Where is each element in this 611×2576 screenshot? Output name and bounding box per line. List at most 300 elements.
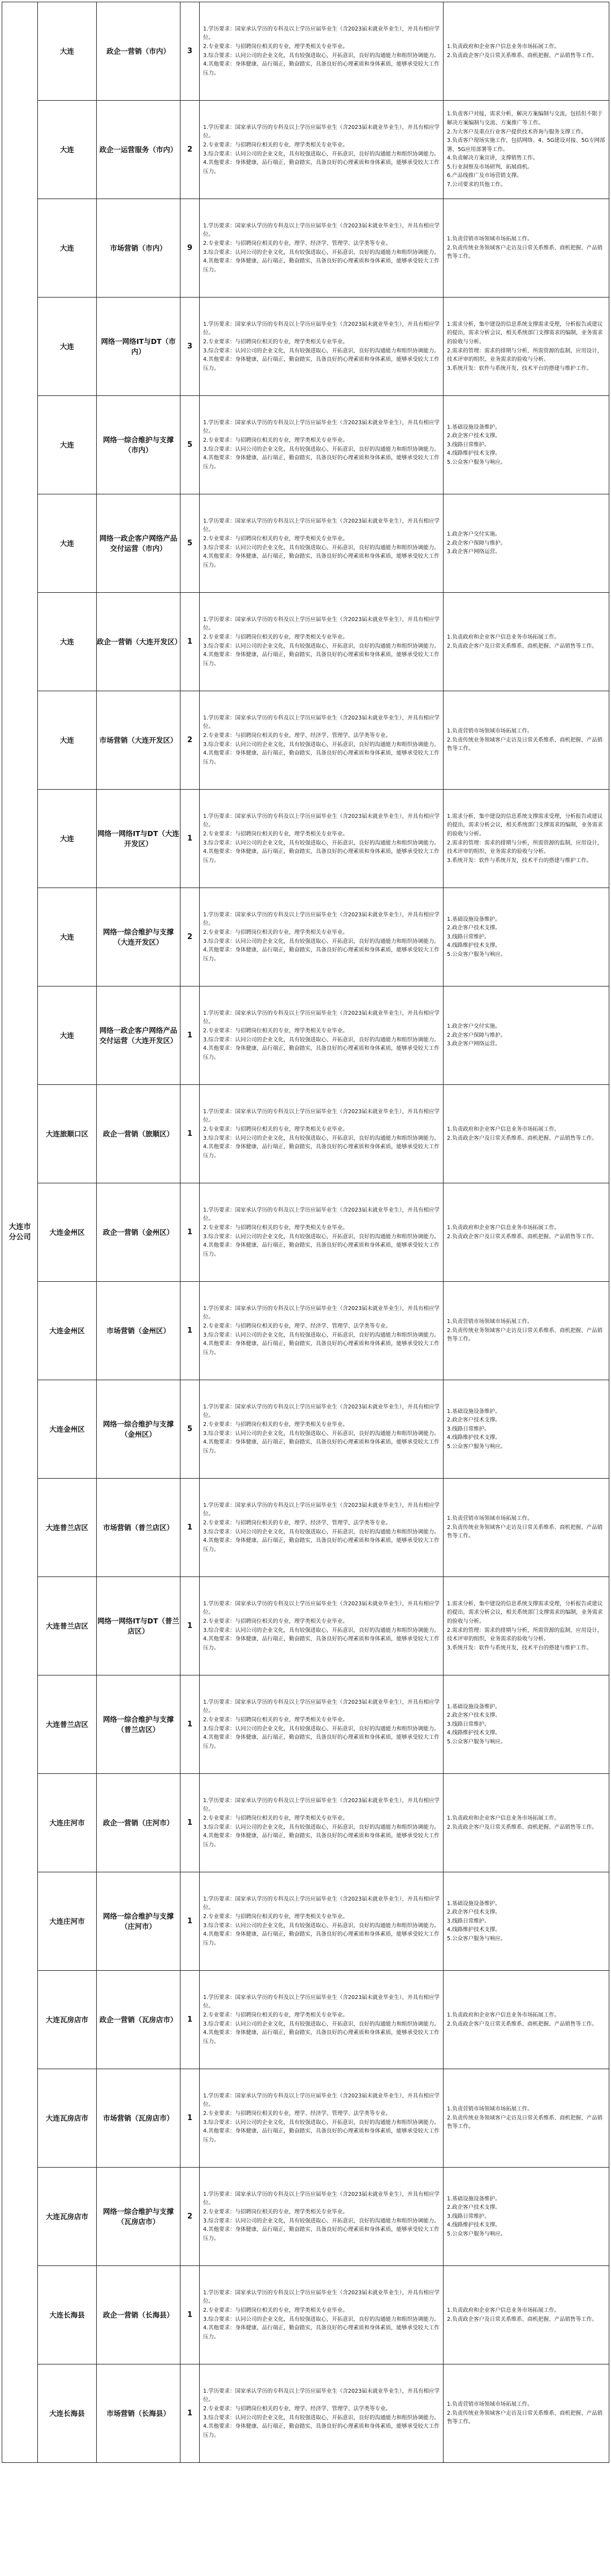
location-cell [38, 2069, 97, 2168]
requirement-line: 3.综合要求：认同公司的企业文化，具有较强进取心，开拓意识，良好的沟通能力和组织协调能力。 [203, 2119, 440, 2126]
requirements-cell [200, 2168, 444, 2266]
location-cell [38, 1380, 97, 1479]
duties-cell [444, 396, 609, 494]
requirement-line: 4.其他要求：身体健康，品行端正，勤奋踏实，具备良好的心理素质和身体素质，能够承受较大工作压力。 [203, 848, 440, 864]
requirement-line: 4.其他要求：身体健康，品行端正，勤奋踏实，具备良好的心理素质和身体素质，能够承受较大工作压力。 [203, 258, 440, 273]
requirement-line: 2.专业要求：与招聘岗位相关的专业，理学类相关专业毕业。 [203, 2307, 348, 2314]
requirement-line: 2.专业要求：与招聘岗位相关的专业，理学类相关专业毕业。 [203, 2011, 348, 2018]
location-cell [38, 2266, 97, 2364]
headcount-cell [180, 987, 200, 1085]
table-row [2, 1675, 609, 1774]
requirement-line: 4.其他要求：身体健康，品行端正，勤奋踏实，具备良好的心理素质和身体素质，能够承受较大工作压力。 [203, 1734, 440, 1750]
location-cell [38, 1675, 97, 1774]
cell-text: 政企一营销（庄河市） [102, 1818, 174, 1827]
duties-cell [444, 2364, 609, 2463]
requirement-line: 4.其他要求：身体健康，品行端正，勤奋踏实，具备良好的心理素质和身体素质，能够承受较大工作压力。 [203, 2030, 440, 2045]
table-row [2, 691, 609, 790]
duty-line: 1.基础设施设备维护。 [447, 1408, 501, 1415]
cell-text: 网络一网络IT与DT（市内） [101, 337, 176, 356]
requirement-line: 1.学历要求：国家承认学历的专科及以上学历应届毕业生（含2023届未就业毕业生），并具有相应学位。 [203, 1502, 440, 1518]
headcount-cell [180, 396, 200, 494]
requirement-line: 2.专业要求：与招聘岗位相关的专业，理学类相关专业毕业。 [203, 338, 348, 345]
duty-line: 2.负责传统业务领域客户走访及日常关系维系、商机把握、产品销售等工作。 [447, 244, 603, 260]
headcount-cell [180, 691, 200, 790]
requirement-line: 2.专业要求：与招聘岗位相关的专业，理学类相关专业毕业。 [203, 1027, 348, 1034]
duty-line: 1.负责政府和企业客户信息业务市场拓展工作。 [447, 1815, 560, 1821]
location-cell [38, 593, 97, 691]
position-cell [97, 1577, 180, 1675]
requirement-line: 4.其他要求：身体健康，品行端正，勤奋踏实，具备良好的心理素质和身体素质，能够承受较大工作压力。 [203, 947, 440, 962]
table-row [2, 298, 609, 396]
requirement-line: 3.综合要求：认同公司的企业文化，具有较强进取心，开拓意识，良好的沟通能力和组织协调能力。 [203, 1824, 440, 1830]
requirement-line: 1.学历要求：国家承认学历的专科及以上学历应届毕业生（含2023届未就业毕业生），并具有相应学位。 [203, 1207, 440, 1222]
requirements-cell [200, 1183, 444, 1282]
table-row [2, 790, 609, 888]
position-cell [97, 691, 180, 790]
requirement-line: 4.其他要求：身体健康，品行端正，勤奋踏实，具备良好的心理素质和身体素质，能够承受较大工作压力。 [203, 1341, 440, 1356]
headcount-cell [180, 2, 200, 101]
requirement-line: 4.其他要求：身体健康，品行端正，勤奋踏实，具备良好的心理素质和身体素质，能够承受较大工作压力。 [203, 1833, 440, 1848]
location-cell [38, 494, 97, 593]
duty-line: 5.公众客户服务与响应。 [447, 459, 506, 466]
headcount-cell [180, 1971, 200, 2069]
requirement-line: 2.专业要求：与招聘岗位相关的专业，理学、经济学、管理学、法学类等专业。 [203, 2405, 391, 2412]
cell-text: 1 [187, 2113, 193, 2122]
cell-text: 5 [187, 539, 193, 548]
table-row [2, 888, 609, 987]
cell-text: 大连 [59, 637, 74, 646]
requirement-line: 4.其他要求：身体健康，品行端正，勤奋踏实，具备良好的心理素质和身体素质，能够承受较大工作压力。 [203, 2423, 440, 2439]
requirements-cell [200, 1479, 444, 1577]
requirement-line: 3.综合要求：认同公司的企业文化，具有较强进取心、开拓意识，良好的沟通能力和组织协调能力。 [203, 1922, 440, 1929]
cell-text: 网络一综合维护与支撑（金州区） [102, 1419, 174, 1438]
duty-line: 5.行业洞察及市场研判，拓展商机。 [447, 163, 533, 170]
duties-cell [444, 790, 609, 888]
requirements-cell [200, 691, 444, 790]
requirement-line: 3.综合要求：认同公司的企业文化，具有较强进取心，开拓意识，良好的沟通能力和组织协调能力。 [203, 1332, 440, 1338]
position-cell [97, 593, 180, 691]
cell-text: 1 [187, 1227, 193, 1237]
cell-text: 大连 [59, 834, 74, 843]
requirement-line: 1.学历要求：国家承认学历的专科及以上学历应届毕业生（含2023届未就业毕业生），并具有相应学位。 [203, 518, 440, 533]
cell-text: 大连长海县 [49, 2409, 85, 2418]
duty-line: 2.负责政企客户及日常关系维系、商机把握、产品销售等工作。 [447, 2021, 597, 2027]
requirements-cell [200, 2364, 444, 2463]
requirement-line: 3.综合要求：认同公司的企业文化，具有较强进取心，开拓意识，良好的沟通能力和组织协调能力。 [203, 2021, 440, 2027]
requirement-line: 2.专业要求：与招聘岗位相关的专业，理学、经济学、管理学、法学类等专业。 [203, 240, 391, 247]
position-cell [97, 1479, 180, 1577]
table-row [2, 987, 609, 1085]
duty-line: 4.线路维护技术支撑。 [447, 450, 501, 457]
duties-cell [444, 2069, 609, 2168]
requirement-line: 1.学历要求：国家承认学历的专科及以上学历应届毕业生（含2023届未就业毕业生），并具有相应学位。 [203, 1797, 440, 1813]
requirement-line: 3.综合要求：认同公司的企业文化，具有较强进取心，开拓意识，良好的沟通能力和组织协调能力。 [203, 1528, 440, 1535]
requirements-cell [200, 2266, 444, 2364]
headcount-cell [180, 1872, 200, 1971]
location-cell [38, 790, 97, 888]
cell-text: 市场营销（市内） [110, 243, 167, 252]
cell-text: 大连普兰店区 [45, 1621, 88, 1630]
headcount-cell [180, 1085, 200, 1183]
duty-line: 4.线路维护技术支撑。 [447, 1927, 501, 1933]
duty-line: 1.基础设施设备维护。 [447, 916, 501, 923]
duties-cell [444, 494, 609, 593]
position-cell [97, 2, 180, 101]
requirement-line: 2.专业要求：与招聘岗位相关的专业，理学类相关专业毕业。 [203, 535, 348, 542]
requirement-line: 2.专业要求：与招聘岗位相关的专业，理学类相关专业毕业。 [203, 1126, 348, 1132]
table-row [2, 1380, 609, 1479]
headcount-cell [180, 2266, 200, 2364]
duties-cell [444, 1675, 609, 1774]
requirement-line: 1.学历要求：国家承认学历的专科及以上学历应届毕业生（含2023届未就业毕业生），并具有相应学位。 [203, 2388, 440, 2403]
cell-text: 大连 [59, 735, 74, 744]
cell-text: 大连普兰店区 [45, 1720, 88, 1729]
duty-line: 1.基础设施设备维护。 [447, 1703, 501, 1710]
requirements-cell [200, 1774, 444, 1872]
duty-line: 3.线路日常维护。 [447, 933, 490, 940]
headcount-cell [180, 101, 200, 199]
requirements-cell [200, 494, 444, 593]
location-cell [38, 691, 97, 790]
requirement-line: 4.其他要求：身体健康，品行端正，勤奋踏实，具备良好的心理素质和身体素质，能够承受较大工作压力。 [203, 2226, 440, 2242]
position-cell [97, 298, 180, 396]
location-cell [38, 1774, 97, 1872]
requirement-line: 4.其他要求：身体健康，品行端正，勤奋踏实，具备良好的心理素质和身体素质，能够承受较大工作压力。 [203, 1636, 440, 1651]
duty-line: 1.负责营销市场领域市场拓展工作。 [447, 1515, 533, 1522]
requirement-line: 2.专业要求：与招聘岗位相关的专业，理学、经济学、管理学、法学类等专业。 [203, 1519, 391, 1526]
requirement-line: 1.学历要求：国家承认学历的专科及以上学历应届毕业生（含2023届未就业毕业生），并具有相应学位。 [203, 1896, 440, 1911]
position-cell [97, 1971, 180, 2069]
duty-line: 2.负责传统业务领域客户走访及日常关系维系、商机把握、产品销售等工作。 [447, 2410, 603, 2426]
table-row [2, 1282, 609, 1380]
requirement-line: 3.综合要求：认同公司的企业文化，具有较强进取心，开拓意识，良好的沟通能力和组织协调能力。 [203, 1627, 440, 1634]
cell-text: 大连庄河市 [49, 1818, 85, 1827]
duty-line: 3.系统开发：软件与系统开发，技术平台的搭建与维护工作。 [447, 1644, 592, 1651]
requirement-line: 4.其他要求：身体健康，品行端正，勤奋踏实，具备良好的心理素质和身体素质，能够承受较大工作压力。 [203, 2325, 440, 2340]
requirements-cell [200, 987, 444, 1085]
headcount-cell [180, 2364, 200, 2463]
requirement-line: 3.综合要求：认同公司的企业文化，具有较强进取心，开拓意识，良好的沟通能力和组织协调能力。 [203, 2316, 440, 2323]
requirement-line: 3.综合要求：认同公司的企业文化，具有较强进取心、开拓意识，良好的沟通能力和组织协调能力。 [203, 446, 440, 453]
location-cell [38, 1479, 97, 1577]
cell-text: 大连金州区 [49, 1326, 85, 1335]
duty-line: 2.负责政企客户及日常关系维系、商机把握、产品销售等工作。 [447, 1824, 597, 1830]
location-cell [38, 2, 97, 101]
duty-line: 1.负责营销市场领域市场拓展工作。 [447, 236, 533, 243]
requirements-cell [200, 790, 444, 888]
duty-line: 1.政企客户交付实施。 [447, 1023, 501, 1030]
duties-cell [444, 1774, 609, 1872]
duty-line: 4.线路维护技术支撑。 [447, 2222, 501, 2229]
duty-line: 2.为大客户及重点行业客户提供技术咨询与服务支撑工作。 [447, 128, 587, 135]
duty-line: 5.公众客户服务与响应。 [447, 951, 506, 958]
duties-cell [444, 2266, 609, 2364]
requirement-line: 1.学历要求：国家承认学历的专科及以上学历应届毕业生（含2023届未就业毕业生），并具有相应学位。 [203, 1305, 440, 1321]
requirements-cell [200, 888, 444, 987]
requirement-line: 3.综合要求：认同公司的企业文化，具有较强进取心，开拓意识，良好的沟通能力和组织协调能力。 [203, 52, 440, 59]
duty-line: 3.系统开发：软件与系统开发，技术平台的搭建与维护工作。 [447, 365, 592, 372]
requirements-cell [200, 199, 444, 298]
cell-text: 2 [187, 2212, 193, 2221]
duties-cell [444, 1577, 609, 1675]
location-cell [38, 298, 97, 396]
position-cell [97, 199, 180, 298]
duty-line: 2.负责政企客户及日常关系维系、商机把握、产品销售等工作。 [447, 1233, 597, 1240]
requirement-line: 2.专业要求：与招聘岗位相关的专业，理学、经济学、管理学、法学类等专业。 [203, 1323, 391, 1329]
unit-cell [2, 2, 38, 2463]
location-cell [38, 1183, 97, 1282]
duty-line: 5.公众客户服务与响应。 [447, 1443, 506, 1450]
table-row [2, 396, 609, 494]
location-cell [38, 1872, 97, 1971]
table-row [2, 2168, 609, 2266]
duty-line: 1.政企客户交付实施。 [447, 531, 501, 538]
duty-line: 1.基础设施设备维护。 [447, 424, 501, 430]
duty-line: 5.公众客户服务与响应。 [447, 2230, 506, 2237]
requirement-line: 1.学历要求：国家承认学历的专科及以上学历应届毕业生（含2023届未就业毕业生），并具有相应学位。 [203, 911, 440, 927]
requirement-line: 3.综合要求：认同公司的企业文化，具有较强进取心，开拓意识，良好的沟通能力和组织协调能力。 [203, 347, 440, 354]
table-row [2, 199, 609, 298]
requirement-line: 1.学历要求：国家承认学历的专科及以上学历应届毕业生（含2023届未就业毕业生），并具有相应学位。 [203, 124, 440, 140]
table-row [2, 593, 609, 691]
duty-line: 3.线路日常维护。 [447, 2213, 490, 2220]
duty-line: 1.基础设施设备维护。 [447, 2195, 501, 2202]
headcount-cell [180, 1282, 200, 1380]
cell-text: 网络一综合维护与支撑（普兰店区） [102, 1715, 174, 1734]
cell-text: 市场营销（普兰店区） [102, 1523, 174, 1532]
headcount-cell [180, 494, 200, 593]
duty-line: 1.负责政府和企业客户信息业务市场拓展工作。 [447, 634, 560, 640]
table-row [2, 1971, 609, 2069]
cell-text: 2 [187, 145, 193, 154]
duty-line: 2.政企客户技术支撑。 [447, 1712, 501, 1719]
cell-text: 网络一网络IT与DT（大连开发区） [97, 829, 179, 848]
duty-line: 2.需求的管理：需求的排期与分析，所需资源的监制，应用设计，技术评审的组织，业务需求的验收与分析。 [447, 839, 603, 855]
requirement-line: 4.其他要求：身体健康，品行端正，勤奋踏实，具备良好的心理素质和身体素质，能够承受较大工作压力。 [203, 750, 440, 765]
position-cell [97, 396, 180, 494]
location-cell [38, 2168, 97, 2266]
cell-text: 大连长海县 [49, 2310, 85, 2319]
requirement-line: 1.学历要求：国家承认学历的专科及以上学历应届毕业生（含2023届未就业毕业生），并具有相应学位。 [203, 222, 440, 238]
cell-text: 大连 [59, 145, 74, 154]
table-row [2, 1479, 609, 1577]
duty-line: 2.政企客户技术支撑。 [447, 1417, 501, 1424]
duties-cell [444, 1282, 609, 1380]
cell-text: 大连 [59, 46, 74, 55]
duties-cell [444, 691, 609, 790]
requirement-line: 4.其他要求：身体健康，品行端正，勤奋踏实，具备良好的心理素质和身体素质，能够承受较大工作压力。 [203, 652, 440, 667]
requirement-line: 3.综合要求：认同公司的企业文化，具有较强进取心，开拓意识，良好的沟通能力和组织协调能力。 [203, 249, 440, 256]
headcount-cell [180, 1675, 200, 1774]
headcount-cell [180, 199, 200, 298]
cell-text: 大连普兰店区 [45, 1523, 88, 1532]
headcount-cell [180, 593, 200, 691]
location-cell [38, 1971, 97, 2069]
table-row [2, 2069, 609, 2168]
requirements-cell [200, 396, 444, 494]
duties-cell [444, 1872, 609, 1971]
position-cell [97, 1085, 180, 1183]
requirement-line: 3.综合要求：认同公司的企业文化，具有较强进取心、开拓意识，良好的沟通能力和组织协调能力。 [203, 1036, 440, 1043]
cell-text: 1 [187, 1031, 193, 1040]
duty-line: 1.需求分析，集中建设的信息系统支撑需求受理，分析报告或建议的提出，需求分析会议，相关系统部门支撑需求的编制，业务需求的验收与分析。 [447, 1600, 603, 1625]
cell-text: 政企一营销（旅顺区） [102, 1129, 174, 1138]
duty-line: 2.政企客户技术支撑。 [447, 2204, 501, 2211]
requirement-line: 1.学历要求：国家承认学历的专科及以上学历应届毕业生（含2023届未就业毕业生），并具有相应学位。 [203, 1994, 440, 2010]
requirement-line: 3.综合要求：认同公司的企业文化，具有较强进取心、开拓意识，良好的沟通能力和组织协调能力。 [203, 544, 440, 551]
cell-text: 政企一营销（瓦房店市） [99, 2015, 178, 2024]
requirements-cell [200, 1282, 444, 1380]
recruitment-table-body [2, 2, 609, 2463]
requirement-line: 2.专业要求：与招聘岗位相关的专业，理学类相关专业毕业。 [203, 2208, 348, 2215]
cell-text: 1 [187, 2015, 193, 2024]
requirement-line: 3.综合要求：认同公司的企业文化，具有较强进取心、开拓意识，良好的沟通能力和组织协调能力。 [203, 938, 440, 945]
requirement-line: 2.专业要求：与招聘岗位相关的专业，理学类相关专业毕业。 [203, 1716, 348, 1723]
cell-text: 政企一营销（长海县） [102, 2310, 174, 2319]
duty-line: 2.负责传统业务领域客户走访及日常关系维系、商机把握、产品销售等工作。 [447, 736, 603, 752]
cell-text: 大连瓦房店市 [45, 2015, 88, 2024]
requirements-cell [200, 1872, 444, 1971]
location-cell [38, 199, 97, 298]
requirement-line: 2.专业要求：与招聘岗位相关的专业，理学类相关专业毕业。 [203, 141, 348, 148]
cell-text: 大连瓦房店市 [45, 2113, 88, 2122]
duties-cell [444, 888, 609, 987]
position-cell [97, 494, 180, 593]
duty-line: 3.负责客户现场实施工作，包括网络、4、5G建设对接、5G专网部署、5G应用部署等工作。 [447, 137, 605, 153]
table-row [2, 101, 609, 199]
duty-line: 3.线路日常维护。 [447, 1721, 490, 1728]
requirement-line: 3.综合要求：认同公司的企业文化，具有较强进取心、开拓意识，良好的沟通能力和组织协调能力。 [203, 2217, 440, 2224]
duty-line: 1.负责营销市场领域市场拓展工作。 [447, 728, 533, 735]
duty-line: 2.负责政企客户及日常关系维系、商机把握、产品销售等工作。 [447, 1135, 597, 1141]
duty-line: 1.负责政府和企业客户信息业务市场拓展工作。 [447, 1224, 560, 1231]
duty-line: 4.线路维护技术支撑。 [447, 1730, 501, 1737]
cell-text: 1 [187, 1818, 193, 1827]
cell-text: 3 [187, 46, 193, 55]
requirement-line: 2.专业要求：与招聘岗位相关的专业，理学、经济学、管理学、法学类等专业。 [203, 2110, 391, 2117]
duty-line: 3.线路日常维护。 [447, 441, 490, 448]
duties-cell [444, 2168, 609, 2266]
cell-text: 大连市 分公司 [8, 1222, 31, 1242]
cell-text: 大连 [59, 932, 74, 941]
cell-text: 网络一综合维护与支撑（庄河市） [102, 1911, 174, 1931]
duty-line: 5.公众客户服务与响应。 [447, 1738, 506, 1745]
position-cell [97, 987, 180, 1085]
requirement-line: 3.综合要求：认同公司的企业文化，具有较强进取心、开拓意识，良好的沟通能力和组织协调能力。 [203, 1725, 440, 1732]
headcount-cell [180, 1577, 200, 1675]
headcount-cell [180, 1380, 200, 1479]
cell-text: 5 [187, 440, 193, 449]
cell-text: 大连庄河市 [49, 1916, 85, 1925]
duty-line: 2.负责政企客户及日常关系维系、商机把握、产品销售等工作。 [447, 643, 597, 649]
requirements-cell [200, 1675, 444, 1774]
duty-line: 6.产品线推广及市场营销支撑。 [447, 173, 522, 179]
cell-text: 1 [187, 1326, 193, 1335]
headcount-cell [180, 1183, 200, 1282]
location-cell [38, 2364, 97, 2463]
requirement-line: 3.综合要求：认同公司的企业文化，具有较强进取心，开拓意识，良好的沟通能力和组织协调能力。 [203, 643, 440, 649]
cell-text: 2 [187, 735, 193, 744]
duty-line: 2.负责传统业务领域客户走访及日常关系维系、商机把握、产品销售等工作。 [447, 1524, 603, 1540]
headcount-cell [180, 1774, 200, 1872]
cell-text: 5 [187, 1424, 193, 1433]
position-cell [97, 2364, 180, 2463]
requirements-cell [200, 1085, 444, 1183]
requirement-line: 3.综合要求：认同公司的企业文化，具有较强进取心，开拓意识，良好的沟通能力和组织协调能力。 [203, 1135, 440, 1141]
position-cell [97, 2266, 180, 2364]
duties-cell [444, 987, 609, 1085]
table-row [2, 2266, 609, 2364]
cell-text: 网络一政企客户网络产品交付运营（大连开发区） [99, 1026, 178, 1045]
position-cell [97, 1774, 180, 1872]
headcount-cell [180, 1479, 200, 1577]
cell-text: 1 [187, 834, 193, 843]
requirements-cell [200, 1380, 444, 1479]
requirement-line: 1.学历要求：国家承认学历的专科及以上学历应届毕业生（含2023届未就业毕业生），并具有相应学位。 [203, 1699, 440, 1715]
cell-text: 网络一综合维护与支撑（瓦房店市） [102, 2207, 174, 2226]
requirement-line: 2.专业要求：与招聘岗位相关的专业，理学类相关专业毕业。 [203, 1224, 348, 1231]
requirements-cell [200, 1971, 444, 2069]
requirement-line: 1.学历要求：国家承认学历的专科及以上学历应届毕业生（含2023届未就业毕业生），并具有相应学位。 [203, 1600, 440, 1616]
requirement-line: 4.其他要求：身体健康，品行端正，勤奋踏实，具备良好的心理素质和身体素质，能够承受较大工作压力。 [203, 61, 440, 76]
cell-text: 2 [187, 932, 193, 941]
requirement-line: 4.其他要求：身体健康，品行端正，勤奋踏实，具备良好的心理素质和身体素质，能够承受较大工作压力。 [203, 1045, 440, 1061]
table-row [2, 1774, 609, 1872]
location-cell [38, 1282, 97, 1380]
requirement-line: 2.专业要求：与招聘岗位相关的专业，理学类相关专业毕业。 [203, 830, 348, 837]
duty-line: 1.需求分析，集中建设的信息系统支撑需求受理，分析报告或建议的提出，需求分析会议，相关系统部门支撑需求的编制，业务需求的验收与分析。 [447, 321, 603, 345]
cell-text: 市场营销（瓦房店市） [102, 2113, 174, 2122]
cell-text: 大连旅顺口区 [45, 1129, 88, 1138]
requirement-line: 3.综合要求：认同公司的企业文化，具有较强进取心，开拓意识，良好的沟通能力和组织协调能力。 [203, 741, 440, 748]
cell-text: 网络一综合维护与支撑（大连开发区） [102, 927, 174, 946]
duties-cell [444, 101, 609, 199]
requirement-line: 1.学历要求：国家承认学历的专科及以上学历应届毕业生（含2023届未就业毕业生），并具有相应学位。 [203, 616, 440, 632]
location-cell [38, 1085, 97, 1183]
position-cell [97, 1675, 180, 1774]
duty-line: 1.负责客户对接，需求分析，解决方案编制与交流，包括但不限于解决方案编制与交流、方案推广等工作。 [447, 111, 603, 126]
duty-line: 1.负责政府和企业客户信息业务市场拓展工作。 [447, 1126, 560, 1132]
requirement-line: 1.学历要求：国家承认学历的专科及以上学历应届毕业生（含2023届未就业毕业生），并具有相应学位。 [203, 1108, 440, 1124]
table-row [2, 2, 609, 101]
duty-line: 1.负责营销市场领域市场拓展工作。 [447, 2106, 533, 2113]
table-row [2, 1183, 609, 1282]
requirement-line: 1.学历要求：国家承认学历的专科及以上学历应届毕业生（含2023届未就业毕业生），并具有相应学位。 [203, 714, 440, 730]
cell-text: 政企一运营服务（市内） [99, 145, 178, 154]
requirement-line: 2.专业要求：与招聘岗位相关的专业，理学类相关专业毕业。 [203, 1913, 348, 1920]
duties-cell [444, 2, 609, 101]
duty-line: 3.线路日常维护。 [447, 1918, 490, 1924]
requirements-cell [200, 298, 444, 396]
requirement-line: 2.专业要求：与招聘岗位相关的专业，理学类相关专业毕业。 [203, 1815, 348, 1821]
requirement-line: 2.专业要求：与招聘岗位相关的专业，理学类相关专业毕业。 [203, 43, 348, 50]
requirement-line: 4.其他要求：身体健康，品行端正，勤奋踏实，具备良好的心理素质和身体素质，能够承受较大工作压力。 [203, 455, 440, 470]
duty-line: 1.负责政府和企业客户信息业务市场拓展工作。 [447, 43, 560, 50]
duty-line: 2.需求的管理：需求的排期与分析，所需资源的监制，应用设计，技术评审的组织，业务需求的验收与分析。 [447, 1627, 603, 1643]
requirement-line: 2.专业要求：与招聘岗位相关的专业，理学类相关专业毕业。 [203, 437, 348, 443]
requirement-line: 2.专业要求：与招聘岗位相关的专业，理学类相关专业毕业。 [203, 634, 348, 640]
requirement-line: 4.其他要求：身体健康，品行端正，勤奋踏实，具备良好的心理素质和身体素质，能够承受较大工作压力。 [203, 1931, 440, 1946]
cell-text: 大连瓦房店市 [45, 2212, 88, 2221]
cell-text: 大连 [59, 342, 74, 351]
position-cell [97, 101, 180, 199]
duty-line: 5.公众客户服务与响应。 [447, 1935, 506, 1942]
requirement-line: 2.专业要求：与招聘岗位相关的专业，理学类相关专业毕业。 [203, 929, 348, 936]
duty-line: 7.公司要求的其他工作。 [447, 182, 506, 188]
duty-line: 3.线路日常维护。 [447, 1425, 490, 1432]
requirement-line: 3.综合要求：认同公司的企业文化，具有较强进取心，开拓意识，良好的沟通能力和组织协调能力。 [203, 1233, 440, 1240]
requirement-line: 2.专业要求：与招聘岗位相关的专业，理学、经济学、管理学、法学类等专业。 [203, 732, 391, 739]
